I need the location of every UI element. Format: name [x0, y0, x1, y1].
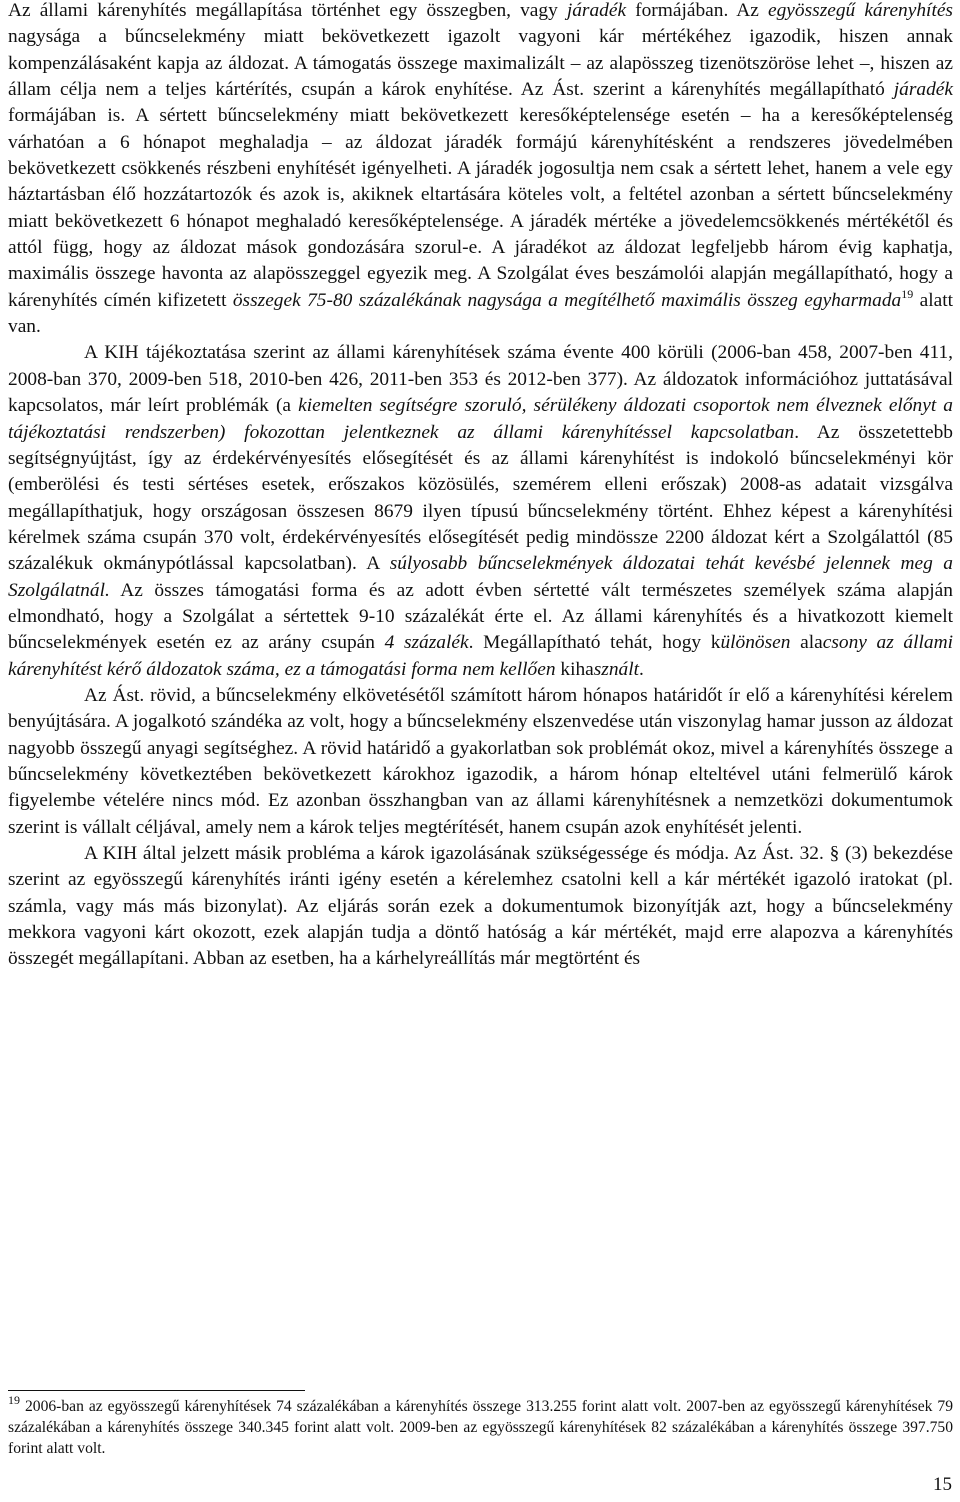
emphasized-text: 4 százalék [384, 632, 469, 654]
text-run: . [639, 658, 644, 680]
document-body [8, 0, 953, 973]
text-run: nagysága a bűncselekmény miatt bekövetkezett igazolt vagyoni kár mértékéhez igazodik, hiszen annak kompenzálásaként kapja az áldozat. A támogatás összege maximalizált – az alapösszeg tizenötszöröse lehet –, hiszen az állam célja nem a teljes kártérítés, csupán a károk enyhítése. Az Ást. szerint a kárenyhítés megállapítható [8, 26, 953, 101]
emphasized-text: járadék [566, 0, 627, 21]
text-run: Az összes támogatási forma és az adott évben sértetté vált természetes személyek száma alapján elmondható, hogy a Szolgálat a sértettek 9-10 százalékát érte el. Az állami kárenyhítés és a hivatkozott kiemelt bűncselekmények esetén ez az arány csupán [8, 579, 953, 654]
footnote-number: 19 [8, 1393, 20, 1407]
emphasized-text: súlyosabb bűncselekmények áldozatai tehát kevésbé jelennek meg a Szolgálatnál. [8, 553, 953, 601]
paragraph-2 [8, 340, 953, 682]
text-run: alatt van. [8, 289, 953, 338]
page-number: 15 [933, 1474, 952, 1495]
text-run: ala [790, 632, 823, 654]
text-run: formájában is. A sértett bűncselekmény miatt bekövetkezett keresőképtelensége esetén – ha a keresőképtelenség várhatóan a 6 hónapot meghaladja – az áldozat járadék formájú kárenyhítésként a rendszeres jövedelmében bekövetkezett csökkenés részbeni enyhítését igényelheti. A járadék jogosultja nem csak a sértett lehet, hanem a vele egy háztartásban élő hozzátartozók és azok is, akiknek eltartására köteles volt, a feltétel azonban a sértett bűncselekmény miatt bekövetkezett 6 hónapot meghaladó keresőképtelensége. A járadék mértéke a jövedelemcsökkenés mértékétől és attól függ, hogy az áldozat mások gondozására szorul-e. A járadékot az áldozat legfeljebb három évig kaphatja, maximális összege havonta az alapösszeggel egyezik meg. A Szolgálat éves beszámolói alapján megállapítható, hogy a kárenyhítés címén kifizetett [8, 105, 953, 311]
footnote-text: 2006-ban az egyösszegű kárenyhítések 74 százalékában a kárenyhítés összege 313.255 forint alatt volt. 2007-ben az egyösszegű kárenyhítések 79 százalékában a kárenyhítés összege 340.345 forint alatt volt. 2009-ben az egyösszegű kárenyhítések 82 százalékában a kárenyhítés összege 397.750 forint alatt volt. [8, 1398, 953, 1457]
footnote-reference: 19 [901, 286, 914, 301]
emphasized-text: kiemelten segítségre szoruló, sérülékeny áldozati csoportok nem élveznek előnyt a tájékoztatási rendszerben) fokozottan jelentkeznek az állami kárenyhítéssel kapcsolatban [8, 395, 953, 443]
text-run: Az állami kárenyhítés megállapítása történhet egy összegben, vagy [8, 0, 567, 21]
text-run: A KIH által jelzett másik probléma a károk igazolásának szükségessége és módja. Az Ást. 32. § (3) bekezdése szerint az egyösszegű kárenyhítés iránti igény esetén a kérelemhez csatolni kell a kár mértékét igazoló iratokat (pl. számla, vagy más más bizonylat). Az eljárás során ezek a dokumentumok bizonyítják azt, hogy a bűncselekmény mekkora vagyoni kárt okozott, ezek alapján tudja a döntő hatóság a kár mértékét, majd erre alapozva a kárenyhítés összegét megállapítani. Abban az esetben, ha a kárhelyreállítás már megtörtént és [8, 843, 953, 970]
text-run: . Az összetettebb segítségnyújtást, így az érdekérvényesítés elősegítését és az állami kárenyhítést is indokoló bűncselekményi kör (emberölési és testi sértéses esetek, erőszakos közösülés, szemérem elleni erőszak) 2008-as adatait vizsgálva megállapíthatjuk, hogy országosan összesen 8679 ilyen típusú bűncselekmény történt. Ehhez képest a kárenyhítési kérelmek száma csupán 370 volt, érdekérvényesítés elősegítését pedig mindössze 2200 áldozat kért a Szolgálattól (85 százalékuk okmánypótlással kapcsolatban). A [8, 421, 953, 575]
emphasized-text: sznált [593, 658, 640, 680]
emphasized-text: járadék [893, 79, 953, 101]
emphasized-text: egyösszegű kárenyhítés [768, 0, 953, 21]
paragraph-4 [8, 841, 953, 973]
text-run: Az Ást. rövid, a bűncselekmény elkövetésétől számított három hónapos határidőt ír elő a kárenyhítési kérelem benyújtására. A jogalkotó szándéka az volt, hogy a bűncselekmény elszenvedése után viszonylag hamar jusson az áldozat nagyobb összegű anyagi segítséghez. A rövid határidő a gyakorlatban sok problémát okoz, mivel a kárenyhítés összege a bűncselekmény következtében bekövetkezett károkhoz igazodik, a három hónap elteltével utáni felmerülő károk figyelembe vételére nincs mód. Ez azonban összhangban van az állami kárenyhítésnek a nemzetközi dokumentumok szerint is vállalt céljával, amely nem a károk teljes megtérítését, hanem csupán azok enyhítését jelenti. [8, 684, 953, 838]
text-run: kiha [555, 658, 594, 680]
paragraph-3 [8, 683, 953, 841]
text-run: formájában. Az [626, 0, 768, 21]
text-run: A KIH tájékoztatása szerint az állami kárenyhítések száma évente 400 körüli (2006-ban 458, 2007-ben 411, 2008-ban 370, 2009-ben 518, 2010-ben 426, 2011-ben 353 és 2012-ben 377). Az áldozatok információhoz juttatásával kapcsolatos, már leírt problémák (a [8, 342, 953, 417]
footnote-separator [8, 1390, 305, 1391]
paragraph-1 [8, 0, 953, 340]
emphasized-text: összegek 75-80 százalékának nagysága a megítélhető maximális összeg egyharmada [232, 289, 902, 311]
emphasized-text: csony az állami kárenyhítést kérő áldozatok száma, ez a támogatási forma nem kellően [8, 632, 953, 680]
text-run: . Megállapítható tehát, hogy k [468, 632, 721, 654]
footnote-19 [8, 1393, 953, 1459]
emphasized-text: ülönösen [720, 632, 791, 654]
